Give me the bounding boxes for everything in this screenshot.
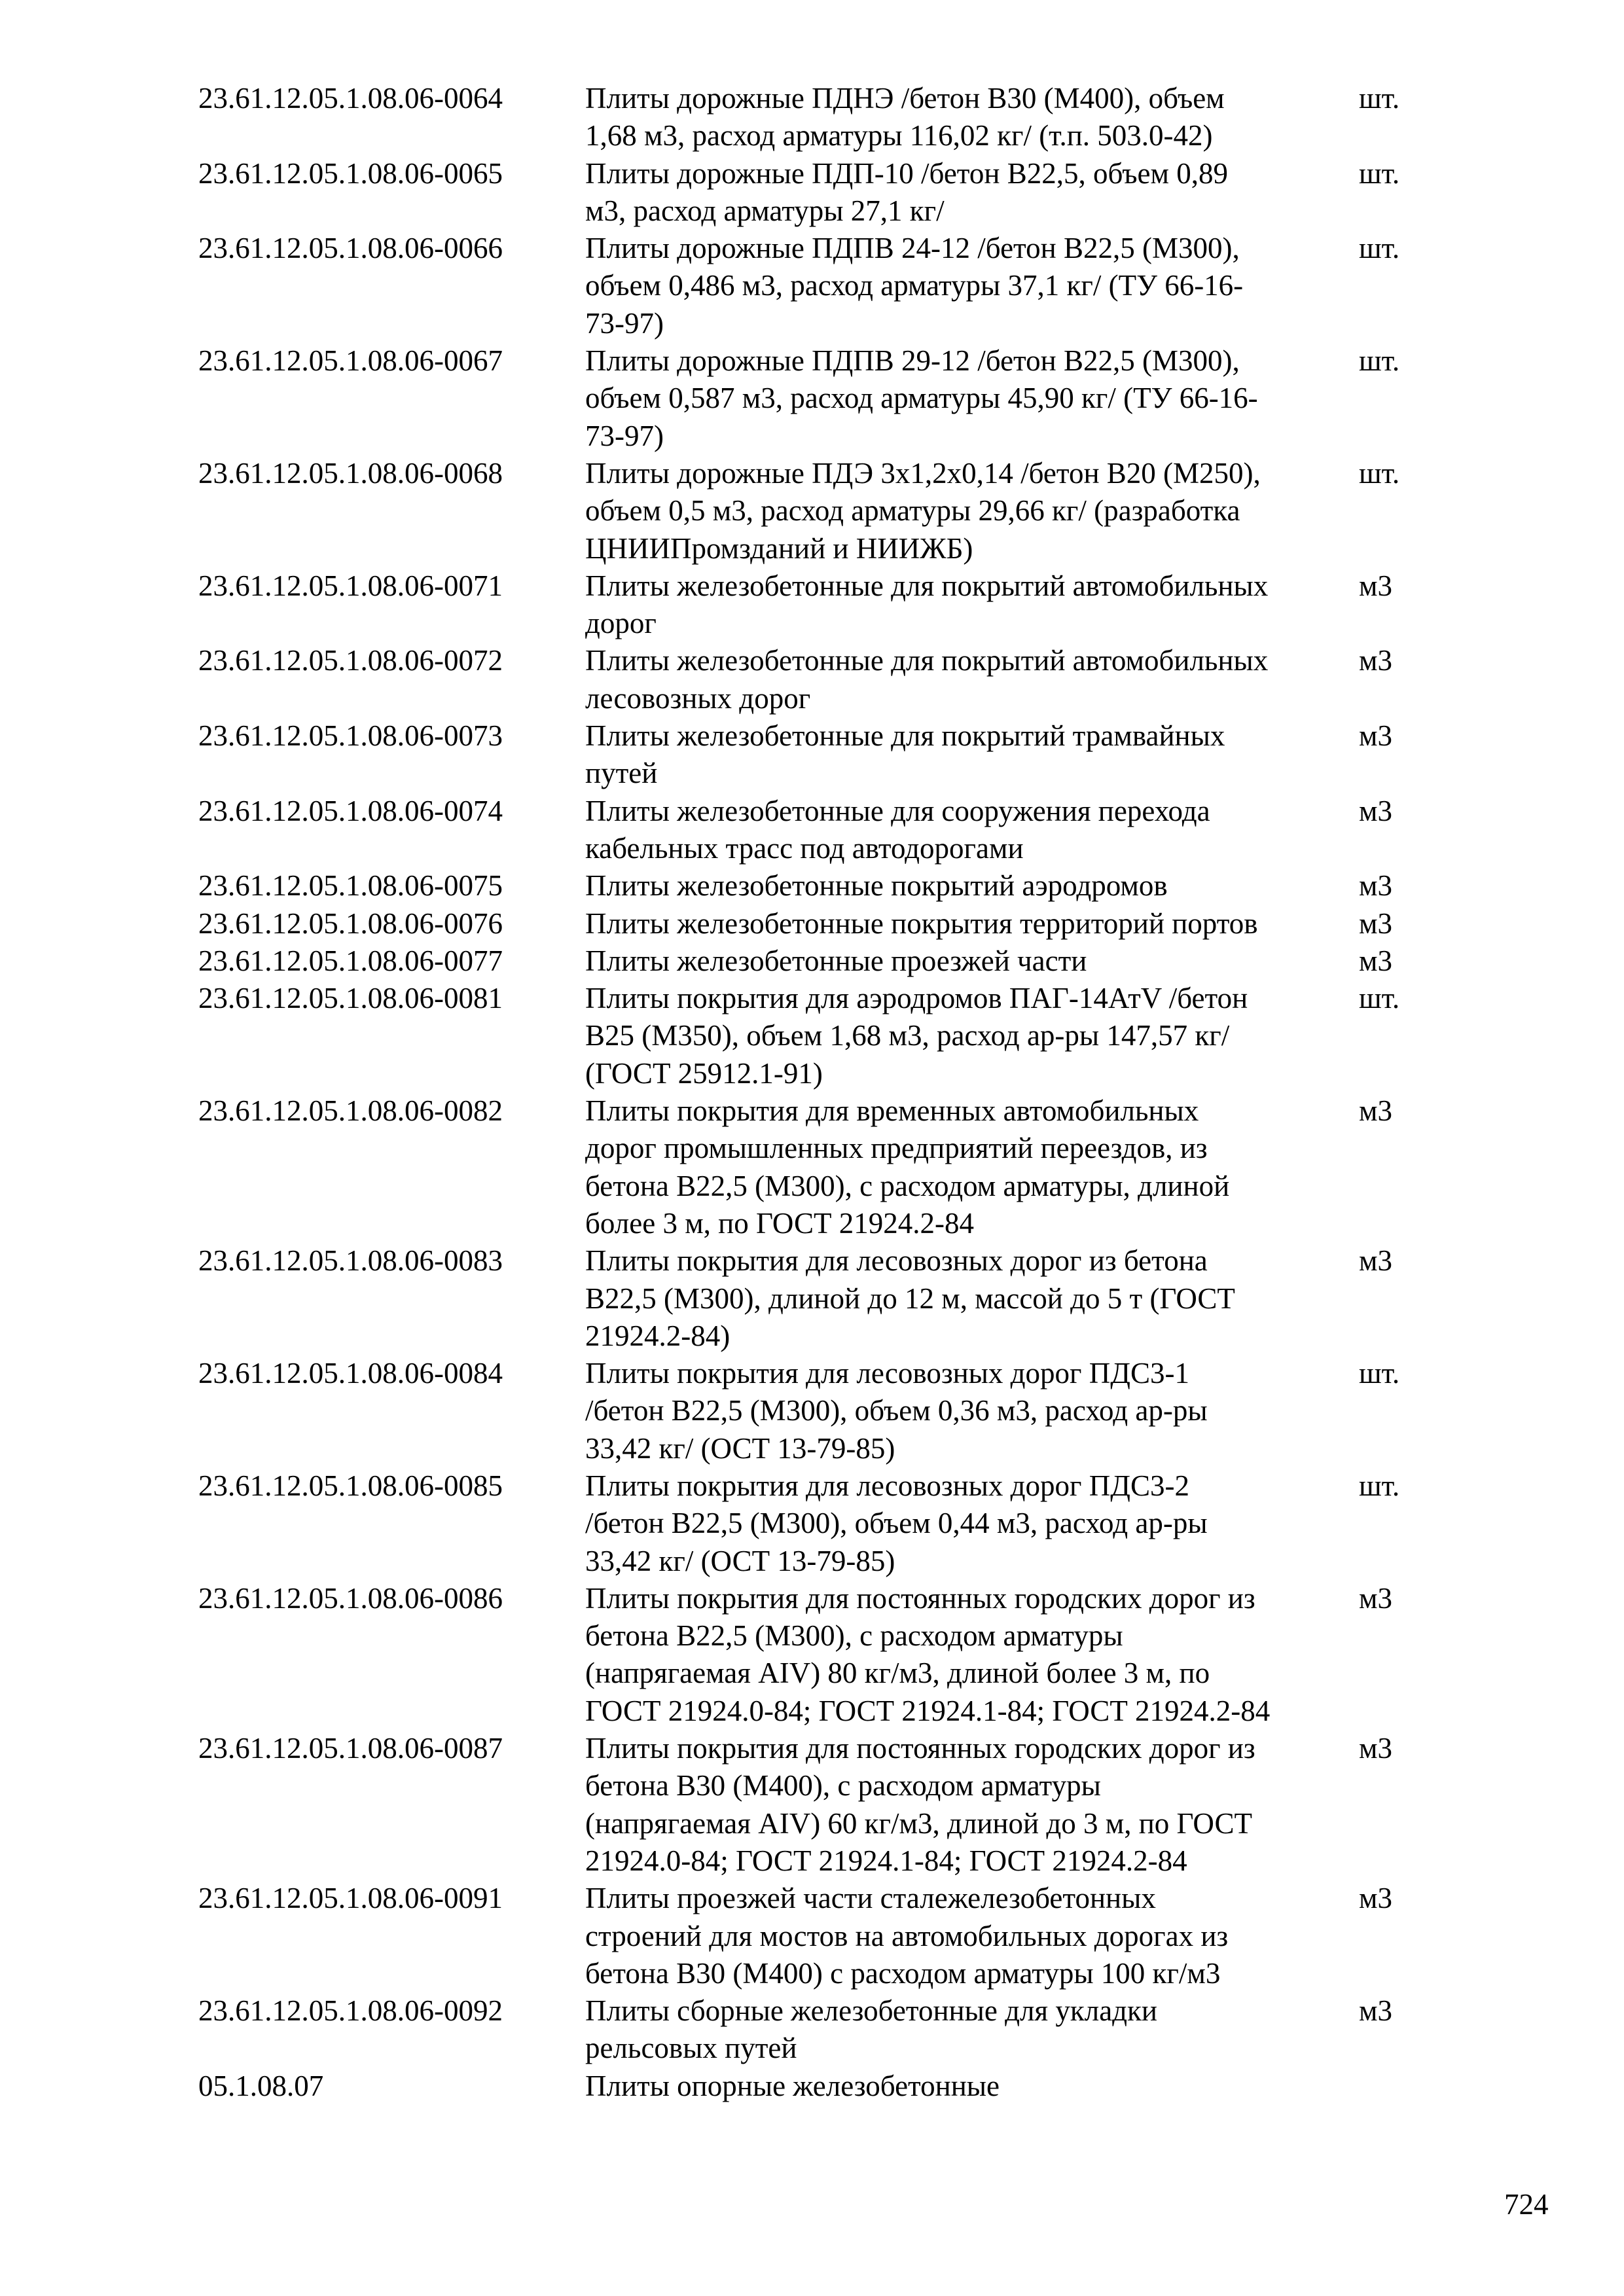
table-row bbox=[198, 942, 1442, 980]
item-unit: м3 bbox=[1359, 644, 1392, 677]
description-line: Плиты опорные железобетонные bbox=[585, 2069, 1000, 2102]
description-line: Плиты железобетонные для покрытий трамвайных bbox=[585, 719, 1225, 753]
item-code: 23.61.12.05.1.08.06-0064 bbox=[198, 82, 503, 115]
description-line: (ГОСТ 25912.1-91) bbox=[585, 1056, 823, 1090]
description-line: 21924.2-84) bbox=[585, 1319, 731, 1352]
description-line: бетона В22,5 (М300), с расходом арматуры bbox=[585, 1619, 1123, 1653]
description-line: 73-97) bbox=[585, 419, 664, 452]
item-description bbox=[585, 567, 1359, 643]
item-description bbox=[585, 1992, 1359, 2068]
description-line: объем 0,5 м3, расход арматуры 29,66 кг/ (разработка bbox=[585, 494, 1240, 528]
description-line: дорог промышленных предприятий переездов, из bbox=[585, 1132, 1208, 1165]
table-row bbox=[198, 1242, 1442, 1355]
description-line: /бетон В22,5 (М300), объем 0,36 м3, расход ар-ры bbox=[585, 1394, 1208, 1427]
description-line: путей bbox=[585, 757, 658, 790]
item-description bbox=[585, 980, 1359, 1092]
item-description bbox=[585, 717, 1359, 793]
item-description bbox=[585, 80, 1359, 155]
description-line: 1,68 м3, расход арматуры 116,02 кг/ (т.п. 503.0-42) bbox=[585, 119, 1213, 152]
description-line: 33,42 кг/ (ОСТ 13-79-85) bbox=[585, 1431, 895, 1465]
item-code: 23.61.12.05.1.08.06-0073 bbox=[198, 719, 503, 753]
item-unit: шт. bbox=[1359, 1357, 1400, 1390]
item-description bbox=[585, 155, 1359, 230]
table-row bbox=[198, 1730, 1442, 1880]
description-line: Плиты покрытия для лесовозных дорог ПДС3-2 bbox=[585, 1469, 1189, 1502]
item-unit: м3 bbox=[1359, 869, 1392, 903]
description-line: дорог bbox=[585, 607, 657, 640]
description-line: Плиты дорожные ПДПВ 29-12 /бетон В22,5 (М300), bbox=[585, 344, 1240, 378]
item-code: 23.61.12.05.1.08.06-0075 bbox=[198, 869, 503, 903]
item-code: 23.61.12.05.1.08.06-0072 bbox=[198, 644, 503, 677]
description-line: лесовозных дорог bbox=[585, 681, 811, 715]
description-line: Плиты дорожные ПДЭ 3х1,2х0,14 /бетон В20 (М250), bbox=[585, 456, 1261, 490]
item-unit: шт. bbox=[1359, 82, 1400, 115]
description-line: Плиты проезжей части сталежелезобетонных bbox=[585, 1882, 1156, 1915]
item-unit: шт. bbox=[1359, 156, 1400, 190]
item-unit: м3 bbox=[1359, 1581, 1392, 1615]
table-row bbox=[198, 80, 1442, 155]
description-line: Плиты железобетонные проезжей части bbox=[585, 944, 1087, 977]
item-description bbox=[585, 1092, 1359, 1242]
description-line: м3, расход арматуры 27,1 кг/ bbox=[585, 194, 945, 227]
description-line: ГОСТ 21924.0-84; ГОСТ 21924.1-84; ГОСТ 21924.2-84 bbox=[585, 1694, 1271, 1727]
item-code: 05.1.08.07 bbox=[198, 2069, 324, 2102]
table-row bbox=[198, 717, 1442, 793]
description-line: Плиты покрытия для постоянных городских дорог из bbox=[585, 1581, 1255, 1615]
description-line: В25 (М350), объем 1,68 м3, расход ар-ры 147,57 кг/ bbox=[585, 1019, 1230, 1052]
description-line: Плиты железобетонные для сооружения перехода bbox=[585, 794, 1210, 827]
description-line: Плиты железобетонные покрытия территорий портов bbox=[585, 906, 1258, 940]
item-description bbox=[585, 455, 1359, 567]
table-row bbox=[198, 1467, 1442, 1580]
description-line: Плиты покрытия для постоянных городских дорог из bbox=[585, 1732, 1255, 1765]
item-unit: м3 bbox=[1359, 906, 1392, 940]
description-line: кабельных трасс под автодорогами bbox=[585, 831, 1024, 865]
table-row bbox=[198, 342, 1442, 455]
item-unit: шт. bbox=[1359, 982, 1400, 1015]
item-description bbox=[585, 2068, 1359, 2105]
item-unit: м3 bbox=[1359, 1094, 1392, 1128]
item-code: 23.61.12.05.1.08.06-0083 bbox=[198, 1244, 503, 1278]
item-code: 23.61.12.05.1.08.06-0068 bbox=[198, 456, 503, 490]
item-code: 23.61.12.05.1.08.06-0066 bbox=[198, 232, 503, 265]
item-unit: шт. bbox=[1359, 344, 1400, 378]
table-row bbox=[198, 567, 1442, 643]
item-unit: м3 bbox=[1359, 1994, 1392, 2028]
item-code: 23.61.12.05.1.08.06-0074 bbox=[198, 794, 503, 827]
description-line: Плиты дорожные ПДПВ 24-12 /бетон В22,5 (М300), bbox=[585, 232, 1240, 265]
item-unit: шт. bbox=[1359, 1469, 1400, 1502]
item-code: 23.61.12.05.1.08.06-0081 bbox=[198, 982, 503, 1015]
item-code: 23.61.12.05.1.08.06-0092 bbox=[198, 1994, 503, 2028]
description-line: Плиты железобетонные для покрытий автомобильных bbox=[585, 644, 1269, 677]
table-row bbox=[198, 230, 1442, 342]
item-unit: м3 bbox=[1359, 569, 1392, 602]
description-line: Плиты дорожные ПДНЭ /бетон В30 (М400), объем bbox=[585, 82, 1225, 115]
description-line: ЦНИИПромзданий и НИИЖБ) bbox=[585, 531, 973, 565]
table-row bbox=[198, 905, 1442, 942]
description-line: строений для мостов на автомобильных дорогах из bbox=[585, 1919, 1229, 1952]
table-row bbox=[198, 455, 1442, 567]
item-description bbox=[585, 1355, 1359, 1467]
item-unit: м3 bbox=[1359, 1244, 1392, 1278]
description-line: 21924.0-84; ГОСТ 21924.1-84; ГОСТ 21924.2-84 bbox=[585, 1844, 1187, 1877]
description-line: бетона В30 (М400) с расходом арматуры 100 кг/м3 bbox=[585, 1956, 1221, 1990]
table-row bbox=[198, 642, 1442, 717]
description-line: бетона В22,5 (М300), с расходом арматуры, длиной bbox=[585, 1169, 1230, 1202]
item-description bbox=[585, 942, 1359, 980]
description-line: бетона В30 (М400), с расходом арматуры bbox=[585, 1769, 1101, 1803]
item-code: 23.61.12.05.1.08.06-0067 bbox=[198, 344, 503, 378]
item-unit: м3 bbox=[1359, 719, 1392, 753]
page-number: 724 bbox=[1504, 2188, 1549, 2221]
description-line: (напрягаемая AIV) 80 кг/м3, длиной более 3 м, по bbox=[585, 1657, 1210, 1690]
item-description bbox=[585, 1730, 1359, 1880]
item-code: 23.61.12.05.1.08.06-0065 bbox=[198, 156, 503, 190]
table-row bbox=[198, 793, 1442, 868]
description-line: объем 0,486 м3, расход арматуры 37,1 кг/ (ТУ 66-16- bbox=[585, 269, 1244, 302]
description-line: (напрягаемая AIV) 60 кг/м3, длиной до 3 м, по ГОСТ bbox=[585, 1806, 1252, 1840]
description-line: 33,42 кг/ (ОСТ 13-79-85) bbox=[585, 1544, 895, 1577]
item-unit: м3 bbox=[1359, 944, 1392, 977]
description-line: более 3 м, по ГОСТ 21924.2-84 bbox=[585, 1206, 974, 1240]
price-list-table bbox=[198, 80, 1442, 2105]
item-unit: м3 bbox=[1359, 794, 1392, 827]
item-description bbox=[585, 1580, 1359, 1730]
item-description bbox=[585, 1880, 1359, 1992]
description-line: рельсовых путей bbox=[585, 2032, 797, 2065]
table-row bbox=[198, 980, 1442, 1092]
item-description bbox=[585, 642, 1359, 717]
table-row bbox=[198, 1880, 1442, 1992]
description-line: 73-97) bbox=[585, 306, 664, 340]
item-code: 23.61.12.05.1.08.06-0084 bbox=[198, 1357, 503, 1390]
item-code: 23.61.12.05.1.08.06-0071 bbox=[198, 569, 503, 602]
item-code: 23.61.12.05.1.08.06-0086 bbox=[198, 1581, 503, 1615]
item-code: 23.61.12.05.1.08.06-0091 bbox=[198, 1882, 503, 1915]
item-code: 23.61.12.05.1.08.06-0076 bbox=[198, 906, 503, 940]
table-row bbox=[198, 1092, 1442, 1242]
description-line: объем 0,587 м3, расход арматуры 45,90 кг/ (ТУ 66-16- bbox=[585, 382, 1258, 415]
description-line: Плиты покрытия для временных автомобильных bbox=[585, 1094, 1199, 1128]
description-line: Плиты покрытия для аэродромов ПАГ-14АтV /бетон bbox=[585, 982, 1248, 1015]
item-description bbox=[585, 342, 1359, 455]
item-description bbox=[585, 1242, 1359, 1355]
table-row bbox=[198, 867, 1442, 905]
item-code: 23.61.12.05.1.08.06-0085 bbox=[198, 1469, 503, 1502]
table-row bbox=[198, 2068, 1442, 2105]
description-line: Плиты железобетонные для покрытий автомобильных bbox=[585, 569, 1269, 602]
description-line: Плиты покрытия для лесовозных дорог из бетона bbox=[585, 1244, 1208, 1278]
item-unit: м3 bbox=[1359, 1882, 1392, 1915]
item-description bbox=[585, 793, 1359, 868]
item-description bbox=[585, 230, 1359, 342]
description-line: Плиты дорожные ПДП-10 /бетон В22,5, объем 0,89 bbox=[585, 156, 1228, 190]
description-line: В22,5 (М300), длиной до 12 м, массой до 5 т (ГОСТ bbox=[585, 1282, 1235, 1315]
description-line: Плиты покрытия для лесовозных дорог ПДС3-1 bbox=[585, 1357, 1189, 1390]
item-description bbox=[585, 867, 1359, 905]
item-unit: шт. bbox=[1359, 232, 1400, 265]
item-unit: шт. bbox=[1359, 456, 1400, 490]
table-row bbox=[198, 1580, 1442, 1730]
item-code: 23.61.12.05.1.08.06-0082 bbox=[198, 1094, 503, 1128]
item-code: 23.61.12.05.1.08.06-0087 bbox=[198, 1732, 503, 1765]
description-line: /бетон В22,5 (М300), объем 0,44 м3, расход ар-ры bbox=[585, 1507, 1208, 1540]
item-description bbox=[585, 1467, 1359, 1580]
description-line: Плиты сборные железобетонные для укладки bbox=[585, 1994, 1158, 2028]
table-row bbox=[198, 1992, 1442, 2068]
table-row bbox=[198, 1355, 1442, 1467]
item-code: 23.61.12.05.1.08.06-0077 bbox=[198, 944, 503, 977]
table-row bbox=[198, 155, 1442, 230]
item-description bbox=[585, 905, 1359, 942]
description-line: Плиты железобетонные покрытий аэродромов bbox=[585, 869, 1168, 903]
item-unit: м3 bbox=[1359, 1732, 1392, 1765]
